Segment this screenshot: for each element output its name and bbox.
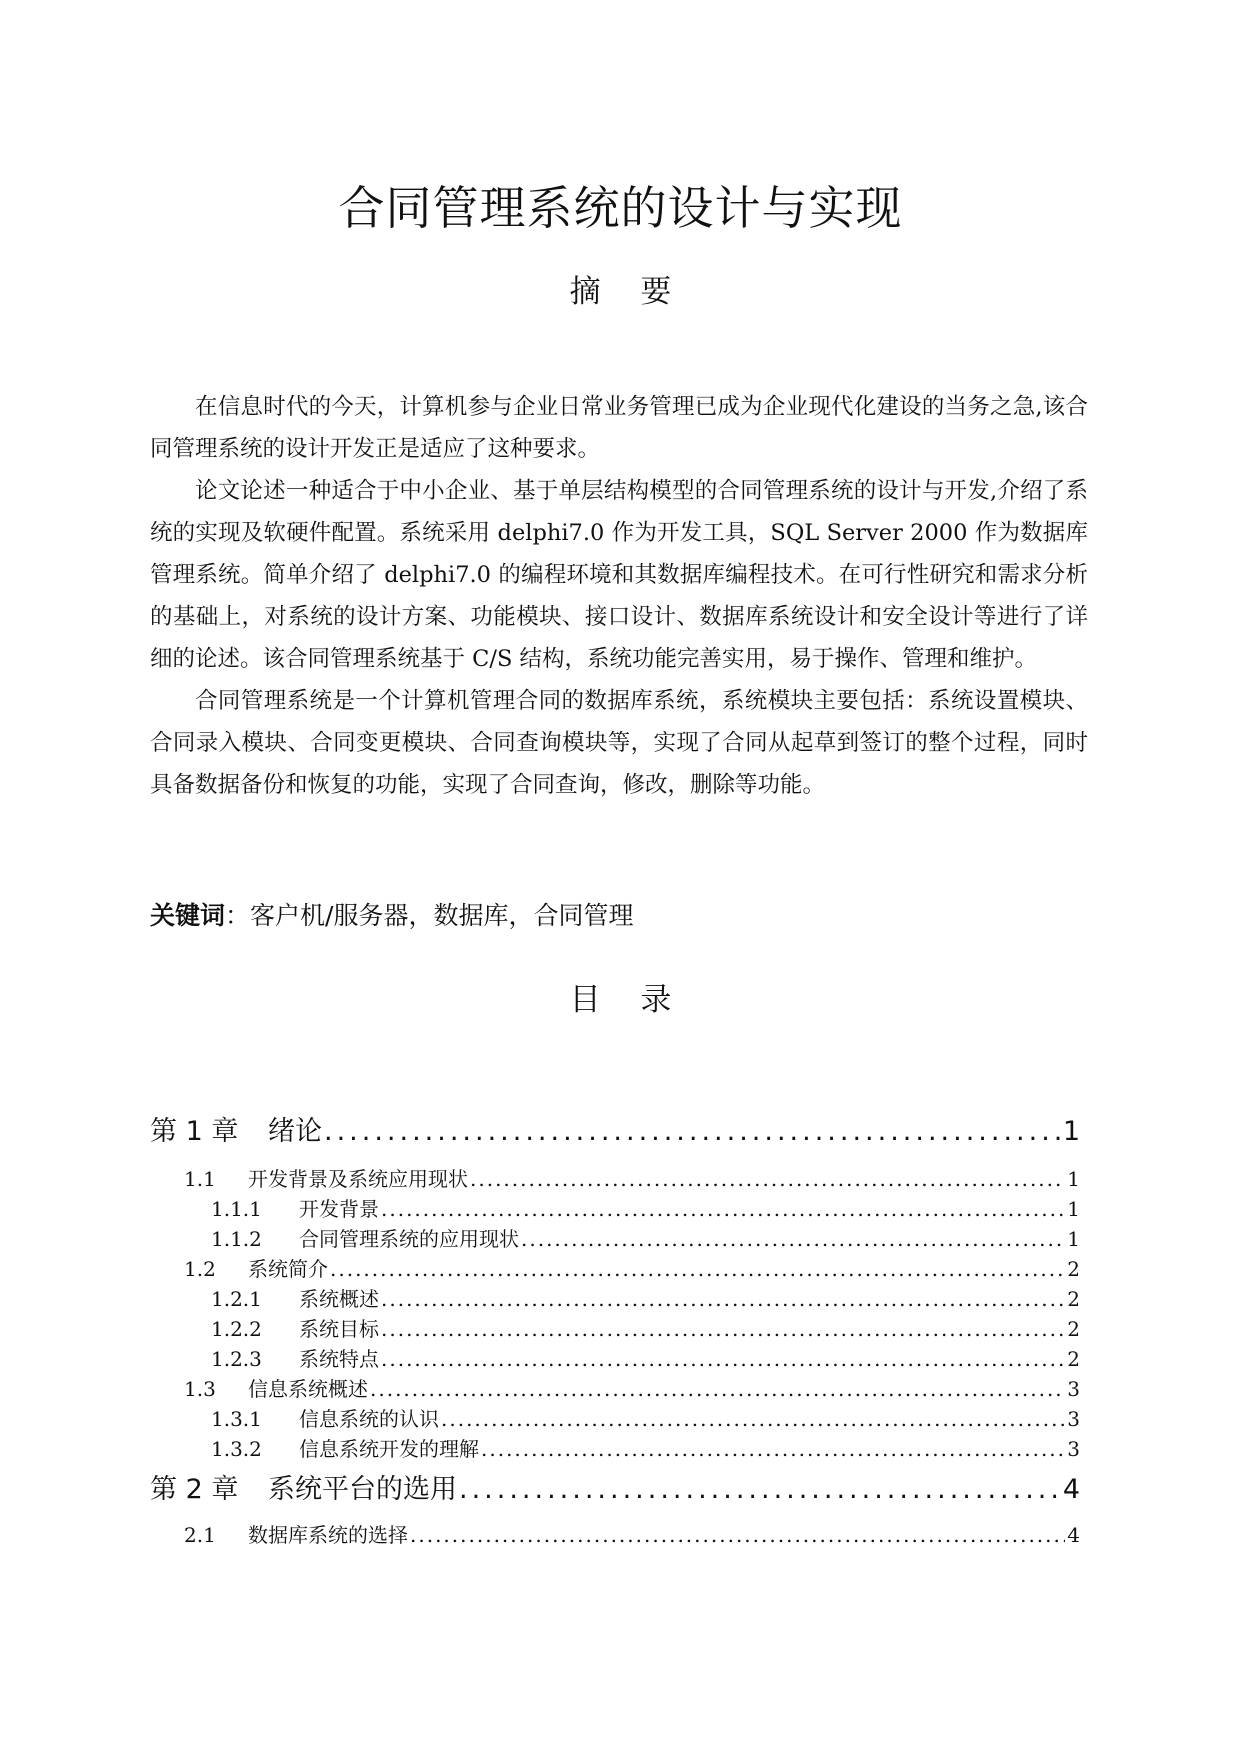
toc-entry[interactable] (150, 1404, 1080, 1434)
toc-entry-page: 3 (1067, 1407, 1080, 1431)
toc-entry-number: 1.1 (184, 1167, 216, 1191)
toc-entry-number: 第 1 章 (150, 1116, 239, 1147)
toc-entry[interactable] (150, 1520, 1080, 1550)
toc-entry-title: 绪论 (268, 1116, 322, 1147)
abstract-paragraph: 论文论述一种适合于中小企业、基于单层结构模型的合同管理系统的设计与开发,介绍了系统的实现及软硬件配置。系统采用 delphi7.0 作为开发工具，SQL Server 2000 作为数据库管理系统。简单介绍了 delphi7.0 的编程环境和其数据库编程技术。在可行性研究和需求分析的基础上，对系统的设计方案、功能模块、接口设计、数据库系统设计和安全设计等进行了详细的论述。该合同管理系统基于 C/S 结构，系统功能完善实用，易于操作、管理和维护。 (150, 478, 1088, 672)
toc-dot-leader (370, 1374, 1065, 1404)
toc-dot-leader (381, 1284, 1065, 1314)
toc-entry[interactable] (150, 1164, 1080, 1194)
keywords-label: 关键词 (150, 901, 226, 930)
toc-entry-page: 3 (1067, 1437, 1080, 1461)
toc-entry[interactable] (150, 1434, 1080, 1464)
table-of-contents (150, 1106, 1080, 1550)
toc-entry[interactable] (150, 1106, 1080, 1158)
toc-entry-number: 1.3.2 (211, 1437, 262, 1461)
toc-dot-leader (521, 1224, 1065, 1254)
toc-heading: 目 录 (569, 982, 672, 1018)
toc-entry-page: 1 (1067, 1227, 1080, 1251)
toc-entry-title: 信息系统开发的理解 (299, 1437, 479, 1461)
document-title: 合同管理系统的设计与实现 (338, 181, 903, 235)
abstract-heading: 摘 要 (569, 274, 672, 310)
toc-entry-number: 1.3.1 (211, 1407, 262, 1431)
abstract-paragraph: 在信息时代的今天，计算机参与企业日常业务管理已成为企业现代化建设的当务之急,该合同管理系统的设计开发正是适应了这种要求。 (150, 394, 1088, 462)
toc-entry-title: 系统简介 (248, 1257, 328, 1281)
toc-entry[interactable] (150, 1344, 1080, 1374)
toc-entry-number: 1.2 (184, 1257, 216, 1281)
toc-entry-page: 2 (1067, 1287, 1080, 1311)
toc-dot-leader (330, 1254, 1065, 1284)
toc-entry-page: 2 (1067, 1347, 1080, 1371)
toc-dot-leader (459, 1464, 1061, 1516)
toc-entry-title: 系统特点 (299, 1347, 379, 1371)
toc-entry-page: 1 (1062, 1116, 1080, 1147)
toc-entry[interactable] (150, 1284, 1080, 1314)
toc-entry-page: 1 (1067, 1197, 1080, 1221)
toc-entry-number: 1.1.2 (211, 1227, 262, 1251)
keywords-line (150, 896, 1088, 936)
toc-dot-leader (410, 1520, 1065, 1550)
toc-entry-title: 数据库系统的选择 (248, 1523, 408, 1547)
toc-dot-leader (481, 1434, 1065, 1464)
abstract-paragraph: 合同管理系统是一个计算机管理合同的数据库系统，系统模块主要包括：系统设置模块、合同录入模块、合同变更模块、合同查询模块等，实现了合同从起草到签订的整个过程，同时具备数据备份和恢复的功能，实现了合同查询，修改，删除等功能。 (150, 688, 1088, 798)
toc-dot-leader (381, 1194, 1065, 1224)
toc-entry-title: 系统概述 (299, 1287, 379, 1311)
toc-entry-number: 1.2.1 (211, 1287, 262, 1311)
toc-entry[interactable] (150, 1374, 1080, 1404)
toc-entry[interactable] (150, 1464, 1080, 1516)
toc-entry-page: 4 (1067, 1523, 1080, 1547)
abstract-body (150, 386, 1088, 806)
keywords-separator: ： (225, 901, 251, 930)
toc-entry-title: 系统平台的选用 (268, 1474, 457, 1505)
toc-entry-page: 1 (1067, 1167, 1080, 1191)
toc-entry-page: 4 (1062, 1474, 1080, 1505)
toc-dot-leader (324, 1106, 1061, 1158)
toc-entry-title: 信息系统的认识 (299, 1407, 439, 1431)
toc-entry-title: 开发背景及系统应用现状 (248, 1167, 468, 1191)
toc-entry-title: 信息系统概述 (248, 1377, 368, 1401)
toc-entry[interactable] (150, 1254, 1080, 1284)
toc-dot-leader (470, 1164, 1065, 1194)
toc-entry-number: 1.3 (184, 1377, 216, 1401)
toc-entry-number: 第 2 章 (150, 1474, 239, 1505)
toc-entry[interactable] (150, 1194, 1080, 1224)
toc-entry-page: 2 (1067, 1317, 1080, 1341)
toc-entry-number: 1.1.1 (211, 1197, 262, 1221)
toc-dot-leader (381, 1314, 1065, 1344)
toc-dot-leader (441, 1404, 1065, 1434)
toc-entry-title: 系统目标 (299, 1317, 379, 1341)
toc-entry-number: 2.1 (184, 1523, 216, 1547)
toc-entry[interactable] (150, 1314, 1080, 1344)
toc-entry[interactable] (150, 1224, 1080, 1254)
toc-dot-leader (381, 1344, 1065, 1374)
toc-entry-title: 开发背景 (299, 1197, 379, 1221)
toc-entry-page: 3 (1067, 1377, 1080, 1401)
keywords-text: 客户机/服务器，数据库，合同管理 (250, 901, 634, 930)
toc-entry-page: 2 (1067, 1257, 1080, 1281)
toc-entry-title: 合同管理系统的应用现状 (299, 1227, 519, 1251)
toc-entry-number: 1.2.3 (211, 1347, 262, 1371)
toc-entry-number: 1.2.2 (211, 1317, 262, 1341)
